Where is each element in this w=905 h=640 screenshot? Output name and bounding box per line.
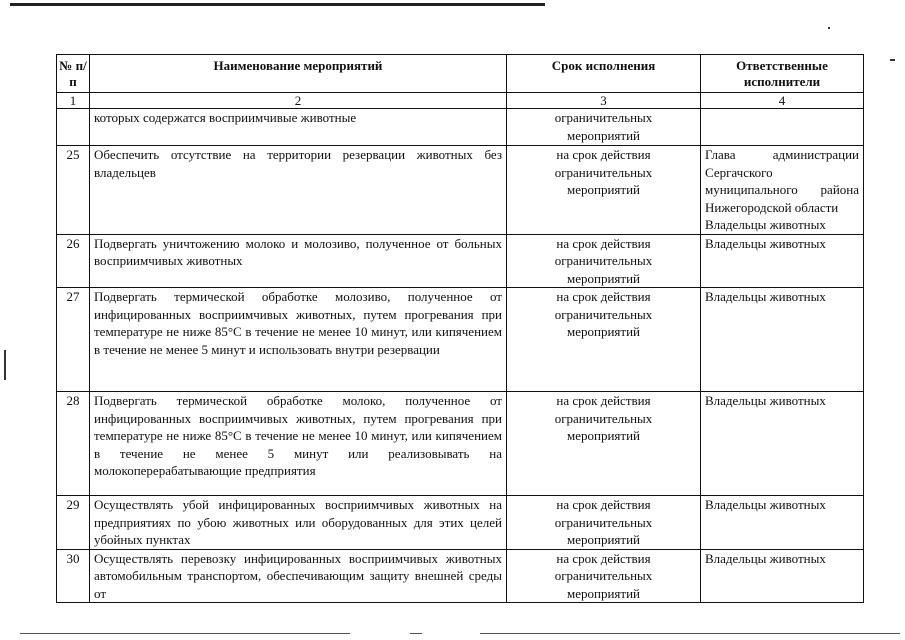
measure-name: Осуществлять убой инфицированных восприимчивых животных на предприятиях по убою животных или оборудованных для этих целей убойных пунктах bbox=[90, 496, 507, 550]
table-header-row bbox=[57, 55, 864, 93]
bottom-border-line bbox=[480, 633, 900, 634]
bottom-border-line bbox=[410, 633, 422, 634]
measure-responsible bbox=[701, 146, 864, 235]
table-row bbox=[57, 392, 864, 496]
table-row bbox=[57, 146, 864, 235]
responsible-line: Владельцы животных bbox=[705, 217, 826, 232]
row-number: 28 bbox=[57, 392, 90, 496]
measure-term: ограничительных мероприятий bbox=[507, 109, 701, 146]
row-number: 27 bbox=[57, 288, 90, 392]
row-number: 30 bbox=[57, 549, 90, 603]
responsible-line: Глава администрации bbox=[705, 147, 859, 162]
measure-term: на срок действия ограничительных мероприятий bbox=[507, 496, 701, 550]
measure-responsible bbox=[701, 109, 864, 146]
col-number: 2 bbox=[90, 93, 507, 109]
col-number: 4 bbox=[701, 93, 864, 109]
measures-table bbox=[56, 54, 864, 603]
header-name: Наименование мероприятий bbox=[90, 55, 507, 93]
scan-mark bbox=[4, 350, 6, 380]
table-row bbox=[57, 234, 864, 288]
measure-name: Подвергать термической обработке молозиво, полученное от инфицированных восприимчивых животных, путем прогревания при температуре не ниже 85°С в течение не менее 10 минут, или кипячением в течение не менее 5 минут и использовать внутри резервации bbox=[90, 288, 507, 392]
row-number: 26 bbox=[57, 234, 90, 288]
col-number: 1 bbox=[57, 93, 90, 109]
table-row bbox=[57, 288, 864, 392]
measure-responsible: Владельцы животных bbox=[701, 288, 864, 392]
header-resp: Ответственные исполнители bbox=[701, 55, 864, 93]
header-num: № п/п bbox=[57, 55, 90, 93]
row-number bbox=[57, 109, 90, 146]
responsible-line: Нижегородской области bbox=[705, 199, 839, 215]
measure-responsible: Владельцы животных bbox=[701, 392, 864, 496]
measure-responsible: Владельцы животных bbox=[701, 549, 864, 603]
measure-name: Осуществлять перевозку инфицированных восприимчивых животных автомобильным транспортом, обеспечивающим защиту внешней среды от bbox=[90, 549, 507, 603]
scan-mark bbox=[828, 27, 830, 29]
measure-name: Подвергать уничтожению молоко и молозиво, полученное от больных восприимчивых животных bbox=[90, 234, 507, 288]
responsible-line: Сергачского bbox=[705, 164, 773, 180]
measure-responsible: Владельцы животных bbox=[701, 234, 864, 288]
measure-term: на срок действия ограничительных мероприятий bbox=[507, 392, 701, 496]
measure-name: которых содержатся восприимчивые животные bbox=[90, 109, 507, 146]
top-border-line bbox=[10, 3, 545, 6]
header-term: Срок исполнения bbox=[507, 55, 701, 93]
measure-term: на срок действия ограничительных мероприятий bbox=[507, 146, 701, 235]
measure-term: на срок действия ограничительных мероприятий bbox=[507, 288, 701, 392]
row-number: 29 bbox=[57, 496, 90, 550]
scan-mark bbox=[890, 59, 895, 61]
measure-responsible: Владельцы животных bbox=[701, 496, 864, 550]
bottom-border-line bbox=[20, 633, 350, 634]
measure-name: Подвергать термической обработке молоко, полученное от инфицированных восприимчивых животных, путем прогревания при температуре не ниже 85°С в течение не менее 10 минут, или кипячением в течение не менее 5 минут или реализовывать на молокоперерабатывающие предприятия bbox=[90, 392, 507, 496]
measure-term: на срок действия ограничительных мероприятий bbox=[507, 549, 701, 603]
table-row bbox=[57, 109, 864, 146]
responsible-line: муниципального района bbox=[705, 182, 859, 197]
row-number: 25 bbox=[57, 146, 90, 235]
table-row bbox=[57, 496, 864, 550]
col-number: 3 bbox=[507, 93, 701, 109]
table-row bbox=[57, 549, 864, 603]
column-number-row bbox=[57, 93, 864, 109]
measure-term: на срок действия ограничительных мероприятий bbox=[507, 234, 701, 288]
measure-name: Обеспечить отсутствие на территории резервации животных без владельцев bbox=[90, 146, 507, 235]
